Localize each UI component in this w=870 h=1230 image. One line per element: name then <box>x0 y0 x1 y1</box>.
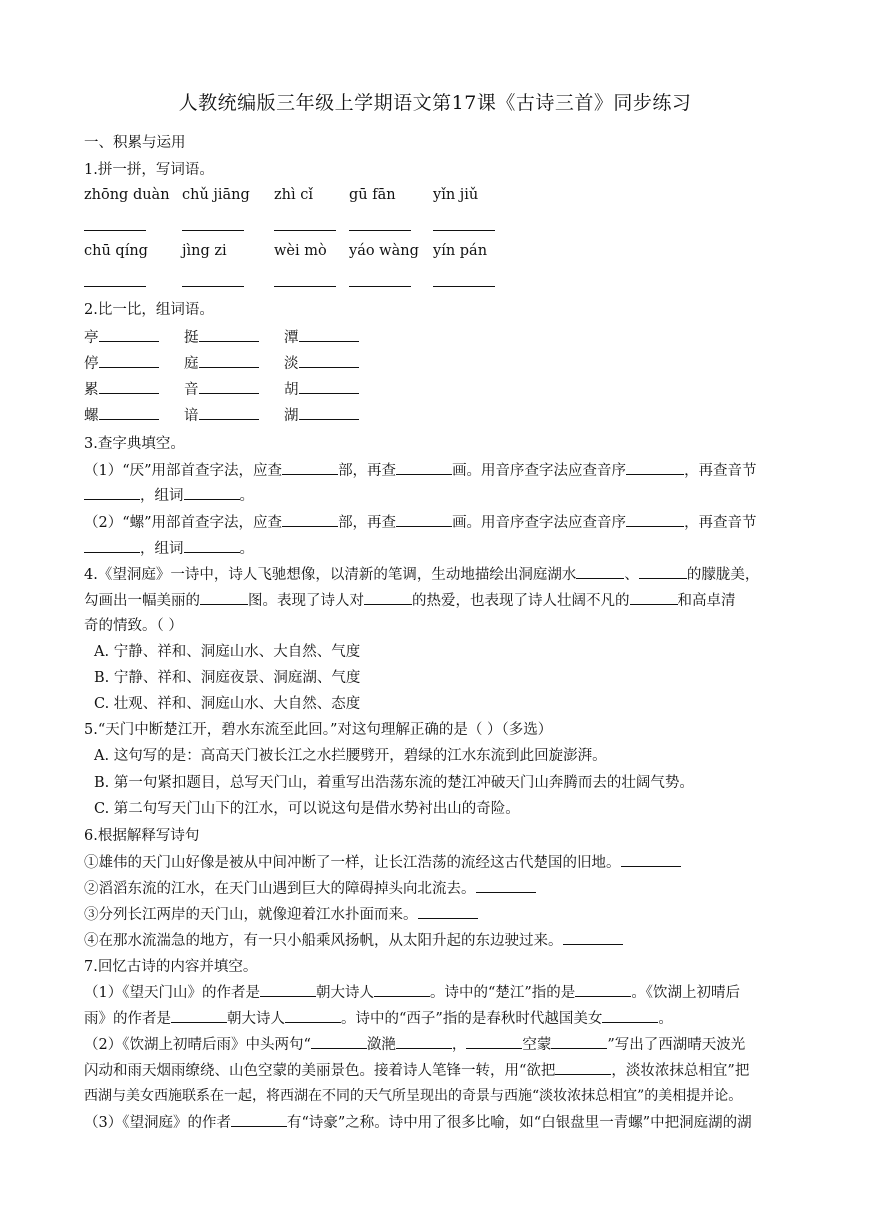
answer-blank[interactable] <box>260 982 316 997</box>
answer-blank[interactable] <box>374 982 430 997</box>
char-item <box>284 378 359 399</box>
option-a[interactable]: A. 宁静、祥和、洞庭山水、大自然、气度 <box>94 644 361 660</box>
char: 音 <box>184 382 199 398</box>
question-4-stem-cont: 勾画出一幅美丽的 图。表现了诗人对 的热爱，也表现了诗人壮阔不凡的 和高卓清 <box>84 589 736 610</box>
pinyin: jìng zi <box>182 243 227 259</box>
answer-blank[interactable] <box>184 538 240 553</box>
char: 淡 <box>284 356 299 372</box>
answer-blank[interactable] <box>274 286 336 287</box>
answer-blank[interactable] <box>555 1060 611 1075</box>
char: 累 <box>84 382 99 398</box>
answer-blank[interactable] <box>626 460 684 475</box>
char-item <box>84 326 159 347</box>
answer-blank[interactable] <box>282 512 338 527</box>
char: 胡 <box>284 382 299 398</box>
answer-blank[interactable] <box>630 590 678 605</box>
answer-blank[interactable] <box>84 485 140 500</box>
char: 停 <box>84 356 99 372</box>
answer-blank[interactable] <box>84 230 146 231</box>
answer-blank[interactable] <box>639 564 687 579</box>
pinyin: yáo wàng <box>349 243 419 259</box>
pinyin: gū fān <box>349 187 396 203</box>
answer-blank[interactable] <box>200 590 248 605</box>
answer-blank[interactable] <box>182 230 244 231</box>
pinyin: yǐn jiǔ <box>433 187 479 203</box>
answer-blank[interactable] <box>285 1008 341 1023</box>
char-item <box>184 326 259 347</box>
answer-blank[interactable] <box>99 353 159 368</box>
answer-blank[interactable] <box>99 405 159 420</box>
list-item: ②滔滔东流的江水，在天门山遇到巨大的障碍掉头向北流去。 <box>84 877 536 898</box>
question-3-part-2-cont: ，组词 。 <box>84 537 254 558</box>
question-7-part-2-cont: 闪动和雨天烟雨缭绕、山色空蒙的美丽景色。接着诗人笔锋一转，用“欲把 ，淡妆浓抹总相宜”把 <box>84 1059 749 1080</box>
answer-blank[interactable] <box>182 286 244 287</box>
answer-blank[interactable] <box>575 982 631 997</box>
answer-blank[interactable] <box>282 460 338 475</box>
answer-blank[interactable] <box>396 460 452 475</box>
question-4-stem-end: 奇的情致。（ ） <box>84 618 183 634</box>
answer-blank[interactable] <box>99 327 159 342</box>
answer-blank[interactable] <box>299 405 359 420</box>
question-4-stem: 4.《望洞庭》一诗中，诗人飞驰想像，以清新的笔调，生动地描绘出洞庭湖水 、 的朦胧美， <box>84 563 759 584</box>
answer-blank[interactable] <box>274 230 336 231</box>
pinyin: chǔ jiāng <box>182 187 250 203</box>
question-3-part-2: （2）“螺”用部首查字法，应查 部，再查 画。用音序查字法应查音序 ，再查音节 <box>84 511 757 532</box>
answer-blank[interactable] <box>84 538 140 553</box>
list-item: ①雄伟的天门山好像是被从中间冲断了一样，让长江浩荡的流经这古代楚国的旧地。 <box>84 851 681 872</box>
answer-blank[interactable] <box>299 379 359 394</box>
char-item <box>184 352 259 373</box>
option-c[interactable]: C. 第二句写天门山下的江水，可以说这句是借水势衬出山的奇险。 <box>94 801 520 817</box>
char-item <box>184 404 259 425</box>
answer-blank[interactable] <box>364 590 412 605</box>
answer-blank[interactable] <box>563 930 623 945</box>
char-item <box>184 378 259 399</box>
answer-blank[interactable] <box>418 904 478 919</box>
option-a[interactable]: A. 这句写的是：高高天门被长江之水拦腰劈开，碧绿的江水东流到此回旋澎湃。 <box>94 748 607 764</box>
answer-blank[interactable] <box>433 286 495 287</box>
pinyin: zhì cǐ <box>274 187 313 203</box>
question-3-heading: 3.查字典填空。 <box>84 436 185 452</box>
answer-blank[interactable] <box>349 286 411 287</box>
char-item <box>84 378 159 399</box>
answer-blank[interactable] <box>199 379 259 394</box>
question-3-part-1: （1）“厌”用部首查字法，应查 部，再查 画。用音序查字法应查音序 ，再查音节 <box>84 459 757 480</box>
answer-blank[interactable] <box>171 1008 227 1023</box>
pinyin: wèi mò <box>274 243 327 259</box>
char-item <box>284 404 359 425</box>
answer-blank[interactable] <box>396 1034 452 1049</box>
char: 湖 <box>284 408 299 424</box>
answer-blank[interactable] <box>466 1034 522 1049</box>
answer-blank[interactable] <box>621 852 681 867</box>
question-7-part-2: （2）《饮湖上初晴后雨》中头两句“ 潋滟 ， 空蒙 ”写出了西湖晴天波光 <box>84 1033 745 1054</box>
answer-blank[interactable] <box>476 878 536 893</box>
page-title: 人教统编版三年级上学期语文第17课《古诗三首》同步练习 <box>178 92 692 114</box>
pinyin: zhōng duàn <box>84 187 170 203</box>
list-item: ④在那水流湍急的地方，有一只小船乘风扬帆，从太阳升起的东边驶过来。 <box>84 929 623 950</box>
char: 螺 <box>84 408 99 424</box>
answer-blank[interactable] <box>99 379 159 394</box>
char-item <box>84 352 159 373</box>
answer-blank[interactable] <box>299 353 359 368</box>
answer-blank[interactable] <box>184 485 240 500</box>
question-6-heading: 6.根据解释写诗句 <box>84 828 200 844</box>
char-item <box>284 352 359 373</box>
answer-blank[interactable] <box>349 230 411 231</box>
char: 庭 <box>184 356 199 372</box>
answer-blank[interactable] <box>231 1112 287 1127</box>
answer-blank[interactable] <box>199 353 259 368</box>
question-7-part-1: （1）《望天门山》的作者是 朝大诗人 。诗中的“楚江”指的是 。《饮湖上初晴后 <box>84 981 740 1002</box>
char: 挺 <box>184 330 199 346</box>
answer-blank[interactable] <box>84 286 146 287</box>
question-2-heading: 2.比一比，组词语。 <box>84 302 214 318</box>
answer-blank[interactable] <box>551 1034 607 1049</box>
question-7-part-3: （3）《望洞庭》的作者 有“诗豪”之称。诗中用了很多比喻，如“白银盘里一青螺”中把洞庭湖的湖 <box>84 1111 752 1132</box>
char: 谙 <box>184 408 199 424</box>
answer-blank[interactable] <box>396 512 452 527</box>
char-item <box>84 404 159 425</box>
answer-blank[interactable] <box>626 512 684 527</box>
answer-blank[interactable] <box>602 1008 658 1023</box>
question-7-part-2-end: 西湖与美女西施联系在一起，将西湖在不同的天气所呈现出的奇景与西施“淡妆浓抹总相宜”的美相提并论。 <box>84 1088 743 1104</box>
char: 亭 <box>84 330 99 346</box>
answer-blank[interactable] <box>433 230 495 231</box>
question-5-stem: 5.“天门中断楚江开，碧水东流至此回。”对这句理解正确的是（ ）（多选） <box>84 722 553 738</box>
pinyin: yín pán <box>433 243 488 259</box>
question-1-heading: 1.拼一拼，写词语。 <box>84 162 214 178</box>
answer-blank[interactable] <box>311 1034 367 1049</box>
pinyin: chū qíng <box>84 243 148 259</box>
answer-blank[interactable] <box>199 405 259 420</box>
option-b[interactable]: B. 宁静、祥和、洞庭夜景、洞庭湖、气度 <box>94 670 361 686</box>
answer-blank[interactable] <box>576 564 624 579</box>
char-item <box>284 326 359 347</box>
option-c[interactable]: C. 壮观、祥和、洞庭山水、大自然、态度 <box>94 696 361 712</box>
answer-blank[interactable] <box>199 327 259 342</box>
option-b[interactable]: B. 第一句紧扣题目，总写天门山，着重写出浩荡东流的楚江冲破天门山奔腾而去的壮阔气势。 <box>94 775 694 791</box>
question-7-heading: 7.回忆古诗的内容并填空。 <box>84 959 258 975</box>
answer-blank[interactable] <box>299 327 359 342</box>
list-item: ③分列长江两岸的天门山，就像迎着江水扑面而来。 <box>84 903 478 924</box>
question-3-part-1-cont: ，组词 。 <box>84 484 254 505</box>
section-heading: 一、积累与运用 <box>84 135 186 151</box>
question-7-part-1-cont: 雨》的作者是 朝大诗人 。诗中的“西子”指的是春秋时代越国美女 。 <box>84 1007 673 1028</box>
char: 潭 <box>284 330 299 346</box>
